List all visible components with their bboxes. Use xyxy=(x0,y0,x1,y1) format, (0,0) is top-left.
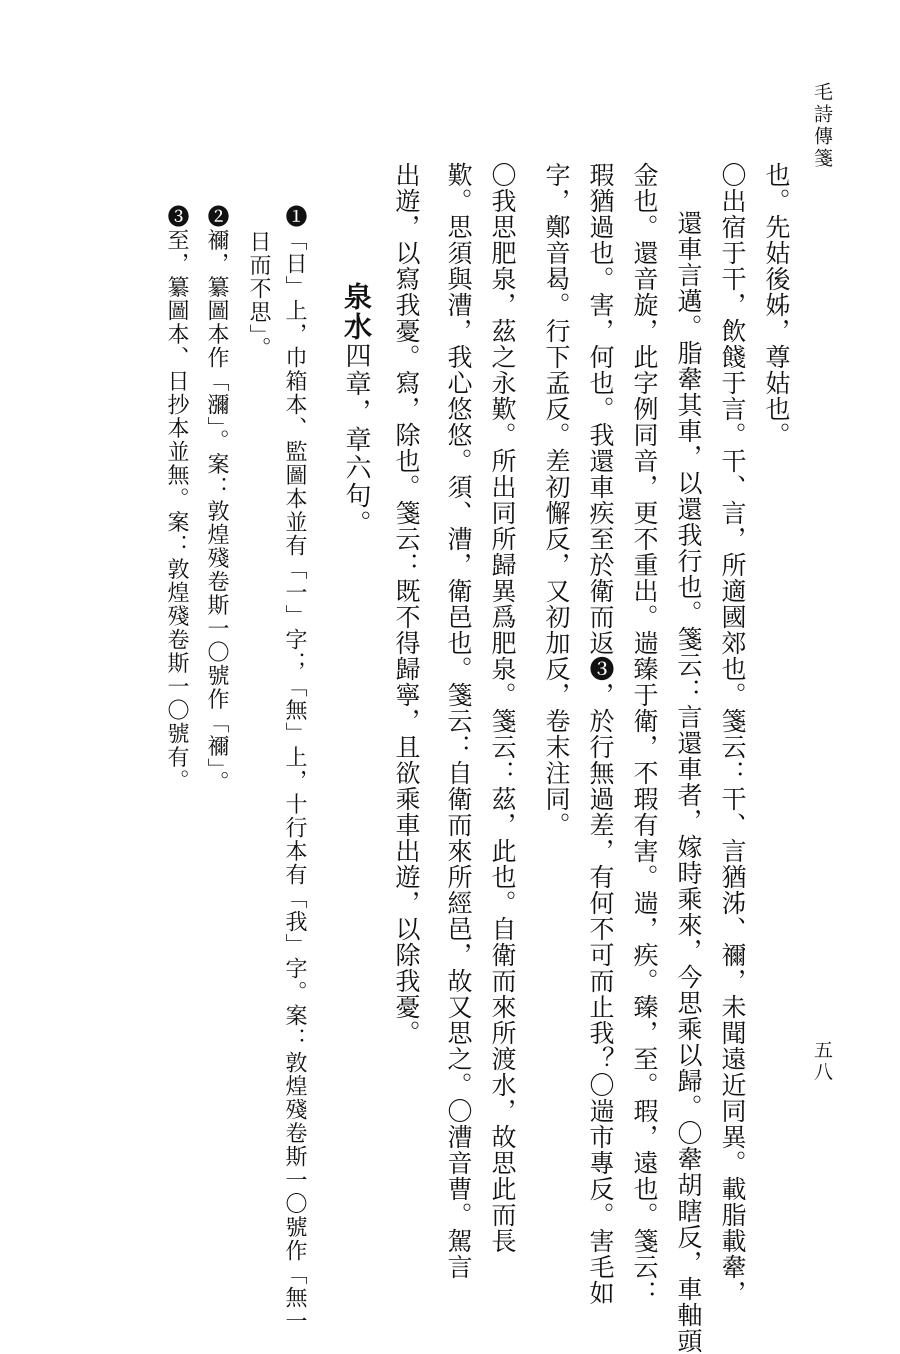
main-text-column-8: 歎。思須與漕，我心悠悠。須、漕，衛邑也。箋云：自衛而來所經邑，故又思之。〇漕音曹。駕言 xyxy=(444,162,473,1280)
footnote-1-continued: 日而不思」。 xyxy=(246,230,271,360)
section-title xyxy=(340,282,373,538)
main-text-column-9: 出遊，以寫我憂。寫，除也。箋云：既不得歸寧，且欲乘車出遊，以除我憂。 xyxy=(392,162,421,1046)
footnote-3: ❸至，纂圖本、日抄本並無。案：敦煌殘卷斯一〇號有。 xyxy=(164,205,189,793)
footnote-2: ❷禰，纂圖本作「瀰」。案：敦煌殘卷斯一〇號作「禰」。 xyxy=(204,205,229,794)
main-text-column-3: 還車言邁。脂舝其車，以還我行也。箋云：言還車者，嫁時乘來，今思乘以歸。〇舝胡瞎反，車軸頭 xyxy=(674,210,703,1354)
footnote-1: ❶「日」上，巾箱本、監圖本並有「一」字；「無」上，十行本有「我」字。案：敦煌殘卷斯一〇號作「無一 xyxy=(282,205,307,1333)
section-title-summary: 四章，章六句。 xyxy=(341,342,371,538)
main-text-column-2: 〇出宿于干，飲餞于言。干、言，所適國郊也。箋云：干、言猶泲、禰，未聞遠近同異。載脂載舝， xyxy=(718,162,747,1306)
main-text-column-1: 也。先姑後姊，尊姑也。 xyxy=(762,162,791,448)
page-number: 五八 xyxy=(811,1040,833,1084)
main-text-column-6: 字，鄭音曷。行下孟反。差初懈反，又初加反，卷末注同。 xyxy=(542,162,571,838)
main-text-column-5: 瑕猶過也。害，何也。我還車疾至於衛而返❸，於行無過差，有何不可而止我？〇遄市專反。害毛如 xyxy=(586,162,615,1306)
section-title-name: 泉水 xyxy=(340,282,373,342)
page-header-title: 毛詩傳箋 xyxy=(811,82,833,170)
main-text-column-4: 金也。還音旋，此字例同音，更不重出。遄臻于衛，不瑕有害。遄，疾。臻，至。瑕，遠也。箋云： xyxy=(630,162,659,1306)
main-text-column-7: 〇我思肥泉，茲之永歎。所出同所歸異爲肥泉。箋云：茲，此也。自衛而來所渡水，故思此而長 xyxy=(488,162,517,1254)
